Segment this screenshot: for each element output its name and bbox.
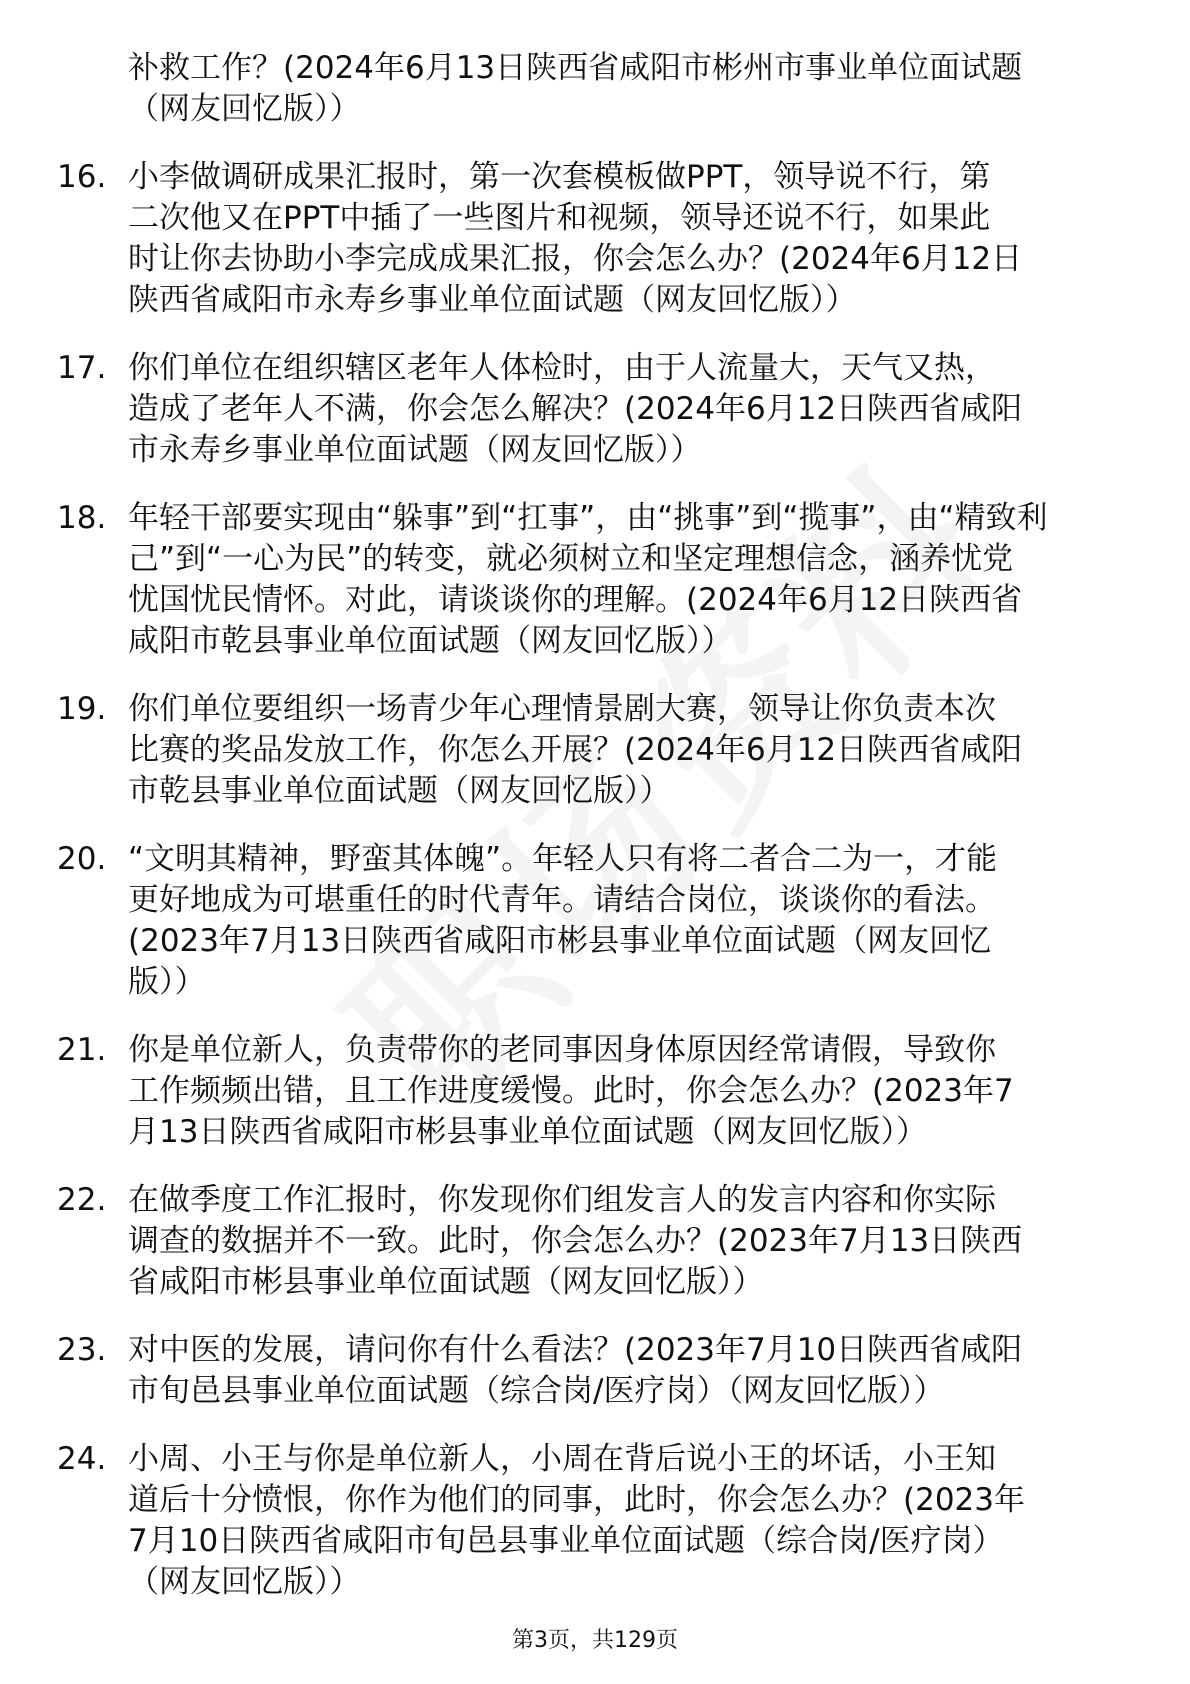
question-text bbox=[128, 498, 1138, 662]
question-number: 17. bbox=[57, 350, 107, 386]
question-text bbox=[128, 689, 1138, 812]
question-line: “文明其精神，野蛮其体魄”。年轻人只有将二者合二为一，才能 bbox=[128, 841, 998, 877]
question-line: 调查的数据并不一致。此时，你会怎么办？(2023年7月13日陕西 bbox=[128, 1223, 1023, 1259]
question-list bbox=[0, 48, 1190, 1630]
question-line: 道后十分愤恨，你作为他们的同事，此时，你会怎么办？(2023年 bbox=[128, 1482, 1025, 1518]
question-item bbox=[0, 1330, 1190, 1412]
page-number: 第3页，共129页 bbox=[512, 1628, 678, 1653]
question-line: 在做季度工作汇报时，你发现你们组发言人的发言内容和你实际 bbox=[128, 1182, 996, 1218]
continued-question bbox=[0, 48, 1190, 130]
question-text bbox=[128, 1439, 1138, 1603]
question-item bbox=[0, 348, 1190, 471]
question-number: 21. bbox=[57, 1032, 107, 1068]
question-line: 咸阳市乾县事业单位面试题（网友回忆版）） bbox=[128, 623, 733, 659]
question-text bbox=[128, 1180, 1138, 1303]
question-line: （网友回忆版）） bbox=[128, 91, 361, 127]
question-line: 月13日陕西省咸阳市彬县事业单位面试题（网友回忆版）） bbox=[128, 1114, 927, 1150]
question-line: 省咸阳市彬县事业单位面试题（网友回忆版）） bbox=[128, 1264, 764, 1300]
question-line: 版）） bbox=[128, 964, 206, 1000]
question-text bbox=[128, 157, 1138, 321]
question-text bbox=[128, 1330, 1138, 1412]
question-number: 18. bbox=[57, 500, 107, 536]
question-line: 己”到“一心为民”的转变，就必须树立和坚定理想信念，涵养忧党 bbox=[128, 541, 1014, 577]
question-text bbox=[128, 1030, 1138, 1153]
question-item bbox=[0, 689, 1190, 812]
question-item bbox=[0, 1180, 1190, 1303]
question-item bbox=[0, 1030, 1190, 1153]
question-line: 陕西省咸阳市永寿乡事业单位面试题（网友回忆版）） bbox=[128, 282, 857, 318]
question-line: 工作频频出错，且工作进度缓慢。此时，你会怎么办？(2023年7 bbox=[128, 1073, 1014, 1109]
question-number: 24. bbox=[57, 1441, 107, 1477]
question-line: 比赛的奖品发放工作，你怎么开展？(2024年6月12日陕西省咸阳 bbox=[128, 732, 1023, 768]
question-line: 对中医的发展，请问你有什么看法？(2023年7月10日陕西省咸阳 bbox=[128, 1332, 1023, 1368]
question-number: 16. bbox=[57, 159, 107, 195]
question-line: 二次他又在PPT中插了一些图片和视频，领导还说不行，如果此 bbox=[128, 200, 991, 236]
question-line: 市永寿乡事业单位面试题（网友回忆版）） bbox=[128, 432, 702, 468]
question-number: 22. bbox=[57, 1182, 107, 1218]
question-number: 19. bbox=[57, 691, 107, 727]
question-line: 忧国忧民情怀。对此，请谈谈你的理解。(2024年6月12日陕西省 bbox=[128, 582, 1023, 618]
question-line: 补救工作？(2024年6月13日陕西省咸阳市彬州市事业单位面试题 bbox=[128, 50, 1023, 86]
numbered-questions bbox=[0, 157, 1190, 1603]
question-number: 23. bbox=[57, 1332, 107, 1368]
question-text bbox=[128, 839, 1138, 1003]
question-line: （网友回忆版）） bbox=[128, 1564, 361, 1600]
question-line: 7月10日陕西省咸阳市旬邑县事业单位面试题（综合岗/医疗岗） bbox=[128, 1523, 1004, 1559]
question-number: 20. bbox=[57, 841, 107, 877]
question-item bbox=[0, 498, 1190, 662]
question-line: 年轻干部要实现由“躲事”到“扛事”，由“挑事”到“揽事”，由“精致利 bbox=[128, 500, 1048, 536]
question-line: 你们单位要组织一场青少年心理情景剧大赛，领导让你负责本次 bbox=[128, 691, 996, 727]
question-line: 时让你去协助小李完成成果汇报，你会怎么办？(2024年6月12日 bbox=[128, 241, 1023, 277]
question-line: 小李做调研成果汇报时，第一次套模板做PPT，领导说不行，第 bbox=[128, 159, 991, 195]
question-line: 造成了老年人不满，你会怎么解决？(2024年6月12日陕西省咸阳 bbox=[128, 391, 1023, 427]
question-line: 你是单位新人，负责带你的老同事因身体原因经常请假，导致你 bbox=[128, 1032, 996, 1068]
question-line: 你们单位在组织辖区老年人体检时，由于人流量大，天气又热， bbox=[128, 350, 996, 386]
question-item bbox=[0, 1439, 1190, 1603]
question-line: 小周、小王与你是单位新人，小周在背后说小王的坏话，小王知 bbox=[128, 1441, 996, 1477]
question-line: (2023年7月13日陕西省咸阳市彬县事业单位面试题（网友回忆 bbox=[128, 923, 992, 959]
question-item bbox=[0, 157, 1190, 321]
question-text bbox=[128, 348, 1138, 471]
question-line: 市乾县事业单位面试题（网友回忆版）） bbox=[128, 773, 671, 809]
question-line: 市旬邑县事业单位面试题（综合岗/医疗岗）（网友回忆版）） bbox=[128, 1373, 945, 1409]
question-line: 更好地成为可堪重任的时代青年。请结合岗位，谈谈你的看法。 bbox=[128, 882, 996, 918]
question-item bbox=[0, 839, 1190, 1003]
